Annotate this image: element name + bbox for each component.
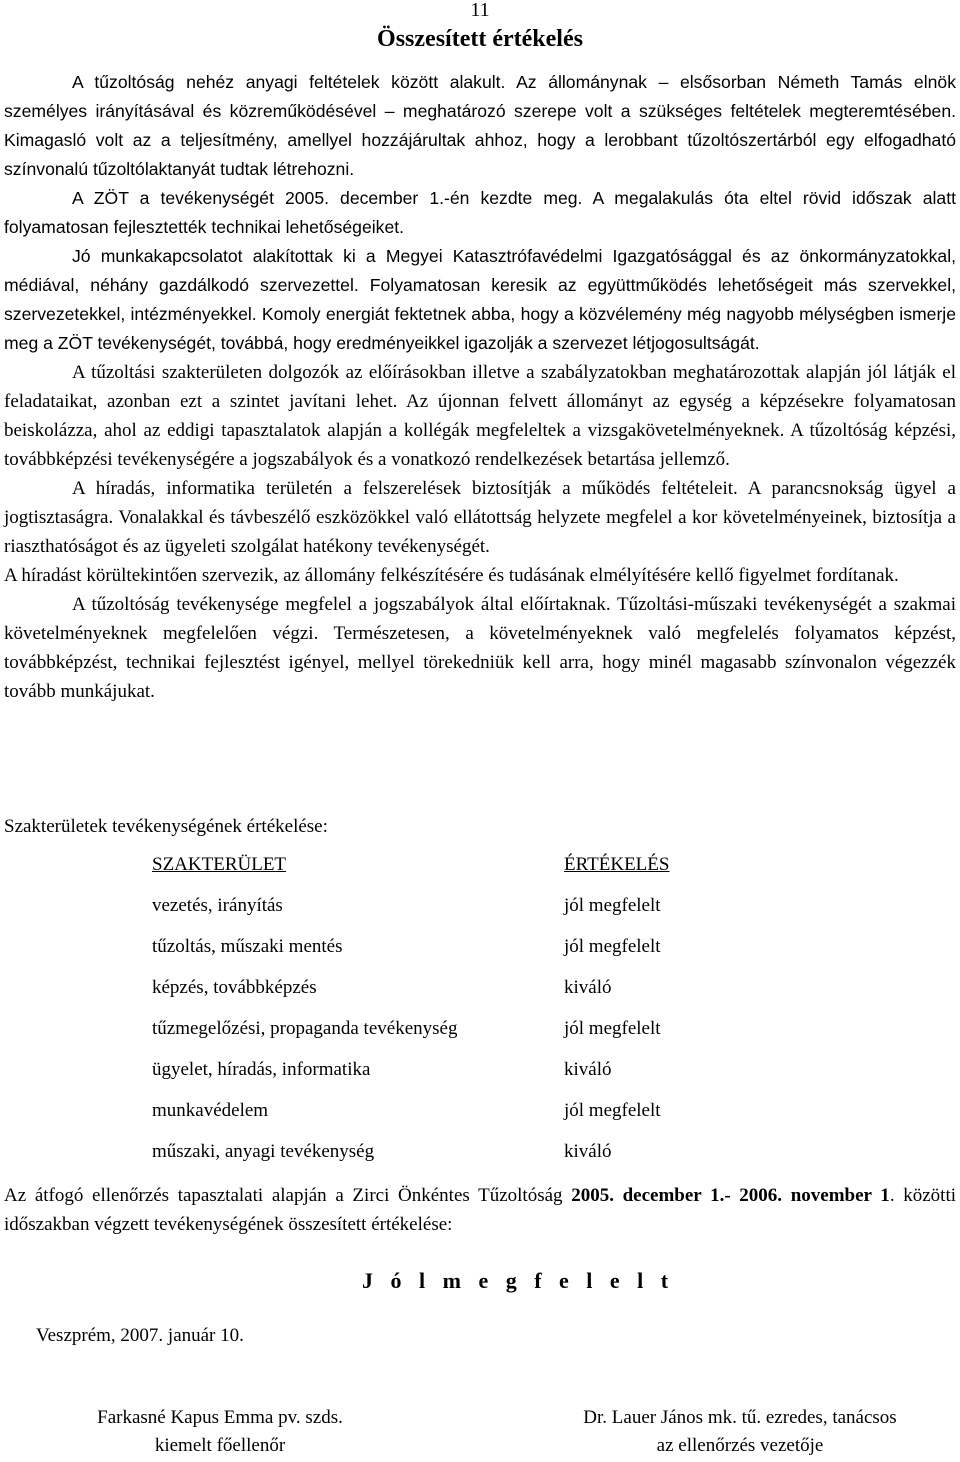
paragraph-intro-1: A tűzoltóság nehéz anyagi feltételek között alakult. Az állománynak – elsősorban Németh Tamás elnök személyes irányításával és közreműködésével – meghatározó szerepe volt a szükséges feltételek megteremtésében. Kimagasló volt az a teljesítmény, amellyel hozzájárultak ahhoz, hogy a lerobbant tűzoltószertárból egy elfogadható színvonalú tűzoltólaktanyát tudtak létrehozni. [4,72,956,179]
paragraph-intro-2: A ZÖT a tevékenységét 2005. december 1.-én kezdte meg. A megalakulás óta eltel rövid időszak alatt folyamatosan fejlesztették technikai lehetőségeiket. [4,188,956,237]
rating-cell: kiváló [564,1141,612,1162]
field-cell: műszaki, anyagi tevékenység [152,1141,375,1162]
rating-cell: jól megfelelt [564,895,661,916]
signature-right [540,1404,940,1460]
summary-text-2: . közötti időszakban végzett tevékenységének összesített értékelése: [4,1185,956,1235]
page-title: Összesített értékelés [377,26,583,52]
signer-name-left: Farkasné Kapus Emma pv. szds. [97,1407,343,1428]
table-row [152,933,752,974]
summary-text-1: Az átfogó ellenőrzés tapasztalati alapján a Zirci Önkéntes Tűzoltóság [4,1185,572,1206]
document-date: Veszprém, 2007. január 10. [36,1325,244,1346]
field-cell: ügyelet, híradás, informatika [152,1059,371,1080]
table-row [152,892,752,933]
table-row [152,1056,752,1097]
summary-paragraph [4,1181,956,1239]
evaluation-table [152,851,752,1179]
section-label: Szakterületek tevékenységének értékelése: [4,816,328,837]
field-cell: munkavédelem [152,1100,269,1121]
field-cell: képzés, továbbképzés [152,977,317,998]
paragraph-communications: A híradás, informatika területén a felszerelések biztosítják a működés feltételeit. A parancsnokság ügyel a jogtisztaságra. Vonalakkal és távbeszélő eszközökkel való ellátottság helyzete megfelel a kor követelményeinek, biztosítja a riaszthatóságot és az ügyeleti szolgálat hatékony tevékenységét. [4,478,956,557]
field-cell: vezetés, irányítás [152,895,283,916]
overall-verdict: J ó l m e g f e l e l t [362,1268,675,1293]
signer-role-right: az ellenőrzés vezetője [656,1435,824,1456]
rating-cell: jól megfelelt [564,1100,661,1121]
body-text [4,68,956,706]
field-cell: tűzmegelőzési, propaganda tevékenység [152,1018,458,1039]
paragraph-intro-3: Jó munkakapcsolatot alakítottak ki a Megyei Katasztrófavédelmi Igazgatósággal és az önkormányzatokkal, médiával, néhány gazdálkodó szervezettel. Folyamatosan keresik az együttműködés lehetőségeit más szervekkel, szervezetekkel, intézményekkel. Komoly energiát fektetnek abba, hogy a közvélemény még nagyobb mélységben ismerje meg a ZÖT tevékenységét, továbbá, hogy eredményeikkel igazolják a szervezet létjogosultságát. [4,246,956,353]
rating-cell: kiváló [564,977,612,998]
table-row [152,1097,752,1138]
rating-cell: jól megfelelt [564,1018,661,1039]
paragraph-conclusion: A tűzoltóság tevékenysége megfelel a jogszabályok által előírtaknak. Tűzoltási-műszaki tevékenységét a szakmai követelményeknek megfelelően végzi. Természetesen, a követelményeknek való megfelelés folyamatos képzést, továbbképzést, technikai fejlesztést igényel, mellyel törekedniük kell arra, hogy minél magasabb színvonalon végezzék tovább munkájukat. [4,594,956,702]
rating-cell: kiváló [564,1059,612,1080]
table-row [152,1138,752,1179]
signer-role-left: kiemelt főellenőr [154,1435,286,1456]
signature-left [60,1404,380,1460]
field-cell: tűzoltás, műszaki mentés [152,936,343,957]
table-header [152,851,752,892]
intro-section [4,68,956,358]
summary-period: 2005. december 1.- 2006. november 1 [571,1185,890,1206]
paragraph-communications-2: A híradást körültekintően szervezik, az állomány felkészítésére és tudásának elmélyítésére kellő figyelmet fordítanak. [4,565,899,586]
table-row [152,974,752,1015]
page-number: 11 [470,0,490,21]
table-row [152,1015,752,1056]
header-evaluation: ÉRTÉKELÉS [564,854,670,875]
rating-cell: jól megfelelt [564,936,661,957]
paragraph-training: A tűzoltási szakterületen dolgozók az előírásokban illetve a szabályzatokban meghatározottak alapján jól látják el feladataikat, azonban ezt a szintet javítani lehet. Az újonnan felvett állományt az egység a képzésekre folyamatosan beiskolázza, ahol az eddigi tapasztalatok alapján a kollégák megfeleltek a vizsgakövetelményeknek. A tűzoltóság képzési, továbbképzési tevékenységére a jogszabályok és a vonatkozó rendelkezések betartása jellemző. [4,362,956,470]
signer-name-right: Dr. Lauer János mk. tű. ezredes, tanácsos [583,1407,897,1428]
header-field: SZAKTERÜLET [152,854,287,875]
